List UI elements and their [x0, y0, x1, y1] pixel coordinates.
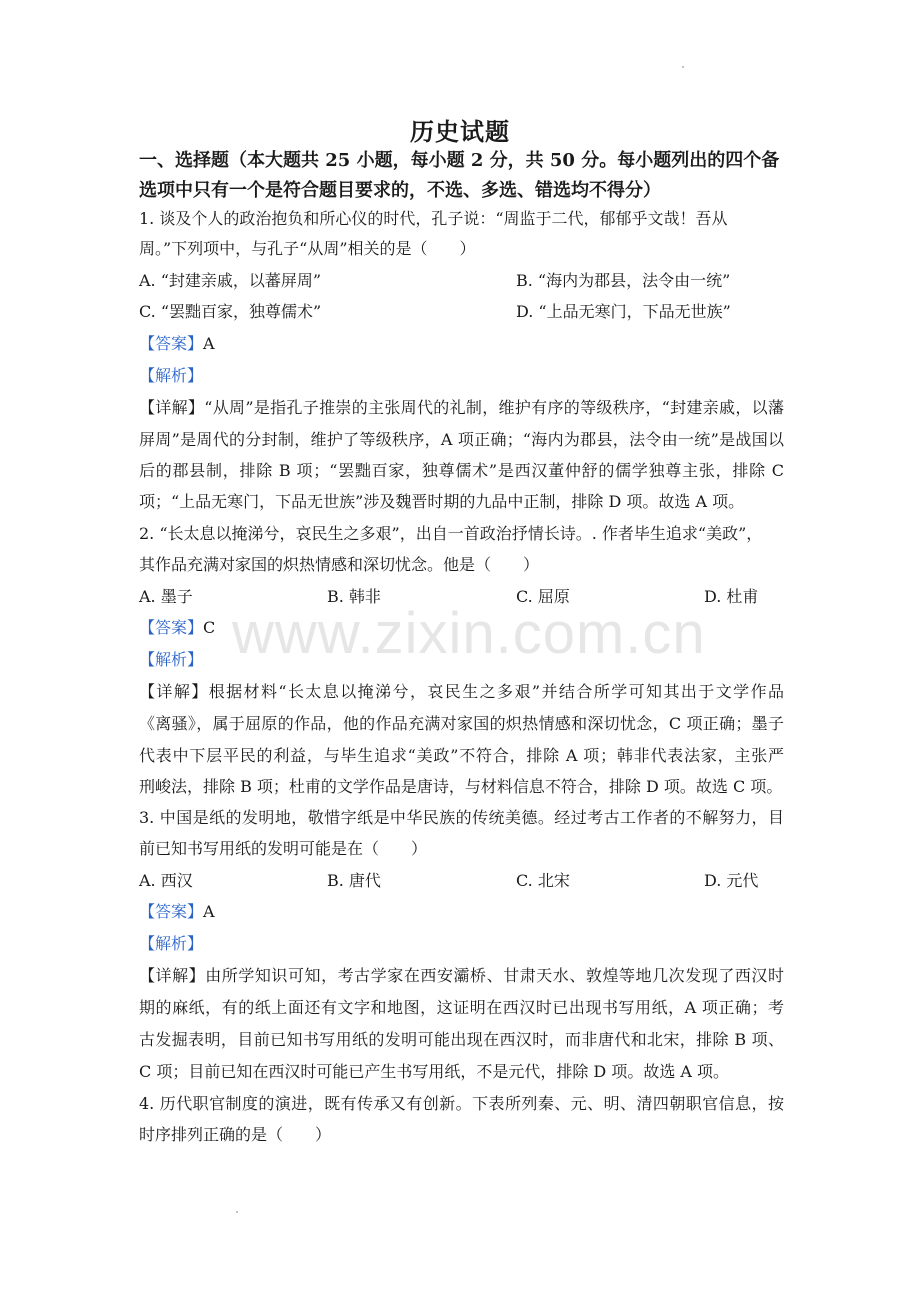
watermark: www.zixin.com.cn [232, 601, 706, 666]
answer-tag: 【答案】 [139, 902, 204, 921]
q1-answer [139, 333, 784, 355]
q3-detail-line2: 期的麻纸，有的纸上面还有文字和地图，这证明在西汉时已出现书写用纸，A 项正确；考 [139, 998, 784, 1017]
q4-stem-line1: 4. 历代职官制度的演进，既有传承又有创新。下表所列秦、元、明、清四朝职官信息，按 [139, 1094, 784, 1113]
q3-analysis [139, 933, 784, 955]
q3-answer-value: A [203, 902, 215, 921]
page-dot [236, 1211, 238, 1213]
q2-detail-line3: 代表中下层平民的利益，与毕生追求“美政”不符合，排除 A 项；韩非代表法家，主张严 [139, 746, 784, 765]
q3-option-d: D. 元代 [704, 871, 759, 890]
q3-detail-line3: 古发掘表明，目前已知书写用纸的发明可能出现在西汉时，而非唐代和北宋，排除 B 项、 [139, 1030, 784, 1049]
q1-stem-line1: 1. 谈及个人的政治抱负和所心仪的时代，孔子说：“周监于二代，郁郁乎文哉！吾从 [139, 209, 728, 228]
q1-detail-line1 [139, 397, 784, 419]
q1-stem-line2: 周。”下列项中，与孔子“从周”相关的是（ ） [139, 239, 476, 258]
q3-detail-line4: C 项；目前已知在西汉时可能已产生书写用纸，不是元代，排除 D 项。故选 A 项。 [139, 1062, 730, 1081]
q3-detail-line1 [139, 965, 784, 987]
q2-option-d: D. 杜甫 [704, 587, 759, 606]
q1-option-c: C. “罢黜百家，独尊儒术” [139, 302, 322, 321]
section-header-line1: 一、选择题（本大题共 25 小题，每小题 2 分，共 50 分。每小题列出的四个备 [139, 150, 780, 171]
section-header-line2: 选项中只有一个是符合题目要求的，不选、多选、错选均不得分） [139, 180, 661, 201]
q1-detail-text1: “从周”是指孔子推崇的主张周代的礼制，维护有序的等级秩序，“封建亲戚，以藩 [204, 398, 784, 417]
q1-option-a: A. “封建亲戚，以蕃屏周” [139, 271, 322, 290]
q1-analysis [139, 365, 784, 387]
q1-answer-value: A [203, 334, 215, 353]
detail-tag: 【详解】 [139, 966, 206, 985]
q3-stem-line2: 前已知书写用纸的发明可能是在（ ） [139, 839, 428, 858]
analysis-tag: 【解析】 [139, 366, 204, 385]
q2-stem-line1: 2. “长太息以掩涕兮，哀民生之多艰”，出自一首政治抒情长诗。. 作者毕生追求“美政”， [139, 524, 763, 543]
q1-option-d: D. “上品无寒门，下品无世族” [516, 302, 731, 321]
q2-detail-line4: 刑峻法，排除 B 项；杜甫的文学作品是唐诗，与材料信息不符合，排除 D 项。故选 C 项。 [139, 777, 783, 796]
q3-option-a: A. 西汉 [139, 871, 193, 890]
q2-stem-line2: 其作品充满对家国的炽热情感和深切忧念。他是（ ） [139, 555, 540, 574]
q1-detail-line2: 屏周”是周代的分封制，维护了等级秩序，A 项正确；“海内为郡县，法令由一统”是战国以 [139, 430, 784, 449]
q1-detail-line3: 后的郡县制，排除 B 项；“罢黜百家，独尊儒术”是西汉董仲舒的儒学独尊主张，排除 C [139, 461, 784, 480]
page-title: 历史试题 [410, 117, 510, 146]
q3-answer [139, 901, 784, 923]
answer-tag: 【答案】 [139, 618, 204, 637]
q3-stem-line1: 3. 中国是纸的发明地，敬惜字纸是中华民族的传统美德。经过考古工作者的不解努力，目 [139, 808, 784, 827]
q1-detail-line4: 项；“上品无寒门，下品无世族”涉及魏晋时期的九品中正制，排除 D 项。故选 A 项。 [139, 492, 745, 511]
q3-option-c: C. 北宋 [516, 871, 570, 890]
q2-answer-value: C [203, 618, 216, 637]
q1-option-b: B. “海内为郡县，法令由一统” [516, 271, 731, 290]
page-dot [682, 66, 684, 68]
detail-tag: 【详解】 [139, 398, 205, 417]
q4-stem-line2: 时序排列正确的是（ ） [139, 1125, 332, 1144]
analysis-tag: 【解析】 [139, 934, 204, 953]
detail-tag: 【详解】 [139, 682, 209, 701]
analysis-tag: 【解析】 [139, 650, 204, 669]
q2-detail-line2: 《离骚》，属于屈原的作品，他的作品充满对家国的炽热情感和深切忧念，C 项正确；墨子 [139, 714, 784, 733]
q2-option-c: C. 屈原 [516, 587, 570, 606]
answer-tag: 【答案】 [139, 334, 204, 353]
q2-detail-text1: 根据材料“长太息以掩涕兮，哀民生之多艰”并结合所学可知其出于文学作品 [208, 682, 784, 701]
q2-detail-line1 [139, 681, 784, 703]
q2-option-a: A. 墨子 [139, 587, 193, 606]
q3-detail-text1: 由所学知识可知，考古学家在西安灞桥、甘肃天水、敦煌等地几次发现了西汉时 [205, 966, 784, 985]
q2-option-b: B. 韩非 [327, 587, 381, 606]
q3-option-b: B. 唐代 [327, 871, 381, 890]
